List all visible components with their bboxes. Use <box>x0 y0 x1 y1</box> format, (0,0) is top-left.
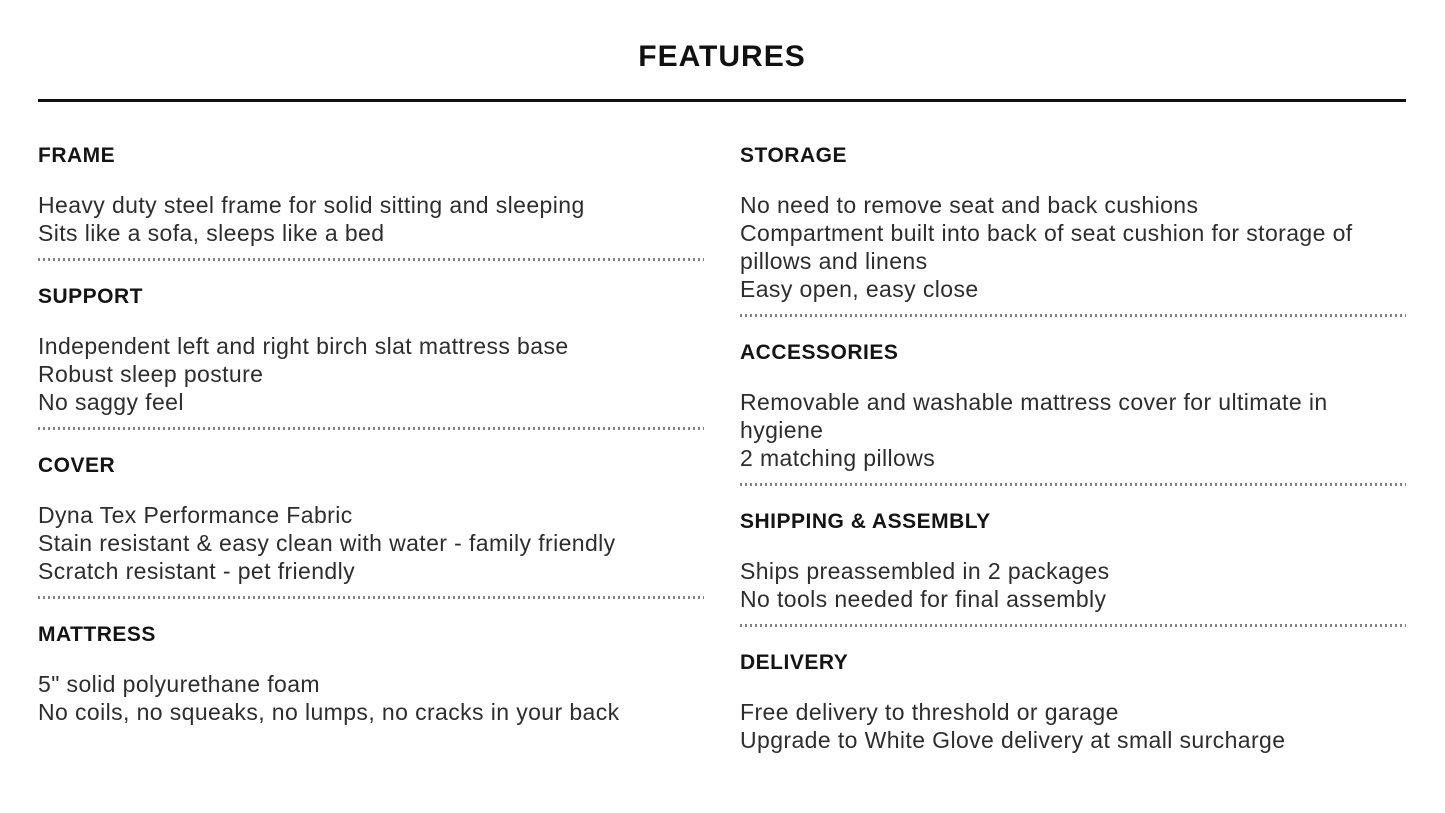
feature-line: No saggy feel <box>38 389 184 415</box>
section-divider <box>38 258 704 261</box>
feature-line: Heavy duty steel frame for solid sitting and sleeping <box>38 192 585 218</box>
feature-line: No need to remove seat and back cushions <box>740 192 1199 218</box>
section-divider <box>740 314 1406 317</box>
feature-section <box>38 455 704 599</box>
section-divider <box>38 596 704 599</box>
features-page <box>0 42 1445 813</box>
feature-section-heading: DELIVERY <box>740 651 849 674</box>
features-column-right <box>740 145 1406 754</box>
feature-section-heading: COVER <box>38 454 116 477</box>
feature-line: Dyna Tex Performance Fabric <box>38 502 353 528</box>
feature-line: Upgrade to White Glove delivery at small surcharge <box>740 727 1286 753</box>
feature-line: Scratch resistant - pet friendly <box>38 558 356 584</box>
feature-line: Stain resistant & easy clean with water - family friendly <box>38 530 616 556</box>
feature-section-heading: FRAME <box>38 144 116 167</box>
page-title: FEATURES <box>638 40 806 73</box>
feature-section <box>740 511 1406 627</box>
feature-section <box>740 652 1406 754</box>
feature-section-heading: MATTRESS <box>38 623 156 646</box>
feature-line: Independent left and right birch slat mattress base <box>38 333 569 359</box>
section-divider <box>740 624 1406 627</box>
features-columns <box>38 145 1406 754</box>
feature-section-heading: STORAGE <box>740 144 847 167</box>
feature-line: Free delivery to threshold or garage <box>740 699 1119 725</box>
feature-section <box>740 145 1406 317</box>
feature-section-heading: SUPPORT <box>38 285 144 308</box>
feature-section <box>740 342 1406 486</box>
feature-section <box>38 624 704 726</box>
feature-section-heading: SHIPPING & ASSEMBLY <box>740 510 991 533</box>
feature-line: Ships preassembled in 2 packages <box>740 558 1110 584</box>
feature-line: No coils, no squeaks, no lumps, no cracks in your back <box>38 699 620 725</box>
section-divider <box>740 483 1406 486</box>
feature-line: Robust sleep posture <box>38 361 264 387</box>
feature-line: No tools needed for final assembly <box>740 586 1107 612</box>
feature-section <box>38 145 704 261</box>
feature-line: Removable and washable mattress cover for ultimate in hygiene <box>740 389 1328 443</box>
feature-line: 5" solid polyurethane foam <box>38 671 320 697</box>
feature-line: 2 matching pillows <box>740 445 936 471</box>
features-column-left <box>38 145 704 754</box>
feature-section <box>38 286 704 430</box>
feature-line: Easy open, easy close <box>740 276 979 302</box>
feature-line: Sits like a sofa, sleeps like a bed <box>38 220 385 246</box>
feature-section-heading: ACCESSORIES <box>740 341 899 364</box>
feature-line: Compartment built into back of seat cushion for storage of pillows and linens <box>740 220 1353 274</box>
title-divider-rule <box>38 99 1406 102</box>
section-divider <box>38 427 704 430</box>
